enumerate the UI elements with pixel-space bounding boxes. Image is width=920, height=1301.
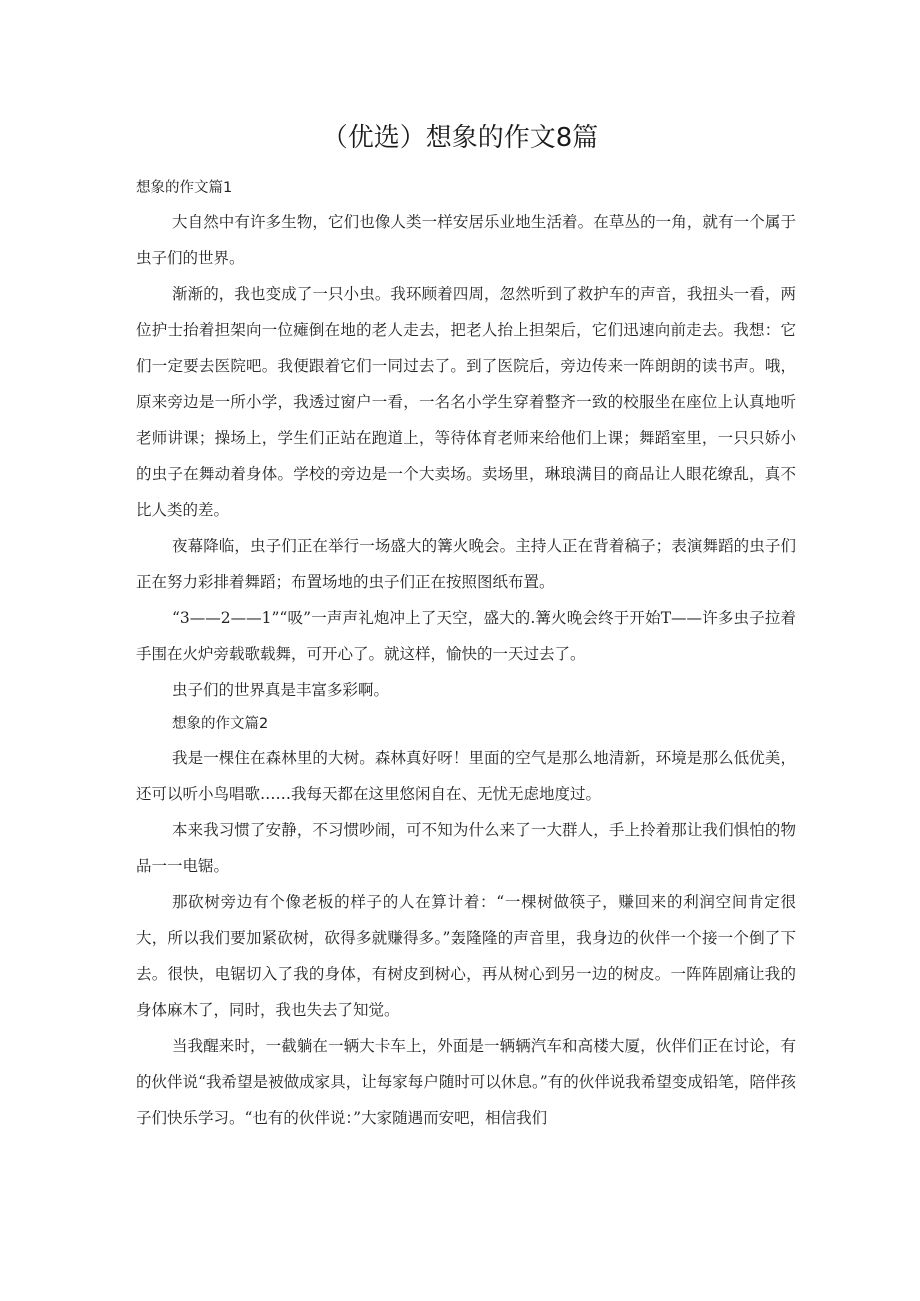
paragraph: 渐渐的，我也变成了一只小虫。我环顾着四周，忽然听到了救护车的声音，我扭头一看，两位护士抬着担架向一位瘫倒在地的老人走去，把老人抬上担架后，它们迅速向前走去。我想：它们一定要去医院吧。我便跟着它们一同过去了。到了医院后，旁边传来一阵朗朗的读书声。哦，原来旁边是一所小学，我透过窗户一看，一名名小学生穿着整齐一致的校服坐在座位上认真地听老师讲课；操场上，学生们正站在跑道上，等待体育老师来给他们上课；舞蹈室里，一只只娇小的虫子在舞动着身体。学校的旁边是一个大卖场。卖场里，琳琅满目的商品让人眼花缭乱，真不比人类的差。 (136, 285, 796, 519)
section-2-heading: 想象的作文篇2 (172, 716, 269, 732)
paragraph: 那砍树旁边有个像老板的样子的人在算计着：“一棵树做筷子，赚回来的利润空间肯定很大，所以我们要加紧砍树，砍得多就赚得多。”轰隆隆的声音里，我身边的伙伴一个接一个倒了下去。很快，电锯切入了我的身体，有树皮到树心，再从树心到另一边的树皮。一阵阵剧痛让我的身体麻木了，同时，我也失去了知觉。 (136, 893, 796, 1019)
paragraph: 当我醒来时，一截躺在一辆大卡车上，外面是一辆辆汽车和高楼大厦，伙伴们正在讨论，有的伙伴说“我希望是被做成家具，让每家每户随时可以休息。”有的伙伴说我希望变成铅笔，陪伴孩子们快乐学习。“也有的伙伴说：”大家随遇而安吧，相信我们 (136, 1037, 796, 1127)
paragraph: 夜幕降临，虫子们正在举行一场盛大的篝火晚会。主持人正在背着稿子；表演舞蹈的虫子们正在努力彩排着舞蹈；布置场地的虫子们正在按照图纸布置。 (136, 537, 796, 591)
paragraph: 本来我习惯了安静，不习惯吵闹，可不知为什么来了一大群人，手上拎着那让我们惧怕的物品一一电锯。 (136, 821, 796, 875)
paragraph: 我是一棵住在森林里的大树。森林真好呀！里面的空气是那么地清新，环境是那么低优美，还可以听小鸟唱歌……我每天都在这里悠闲自在、无忧无虑地度过。 (136, 749, 796, 803)
section-2 (136, 708, 796, 1136)
document-title: （优选）想象的作文8篇 (321, 123, 599, 153)
paragraph: 大自然中有许多生物，它们也像人类一样安居乐业地生活着。在草丛的一角，就有一个属于虫子们的世界。 (136, 213, 796, 267)
document-body (136, 172, 796, 1136)
section-1 (136, 172, 796, 708)
paragraph: “3——2——1”“吸”一声声礼炮冲上了天空，盛大的.篝火晚会终于开始T——许多虫子拉着手围在火炉旁载歌载舞，可开心了。就这样，愉快的一天过去了。 (136, 609, 796, 663)
paragraph: 虫子们的世界真是丰富多彩啊。 (172, 681, 390, 699)
section-1-heading: 想象的作文篇1 (136, 180, 233, 196)
